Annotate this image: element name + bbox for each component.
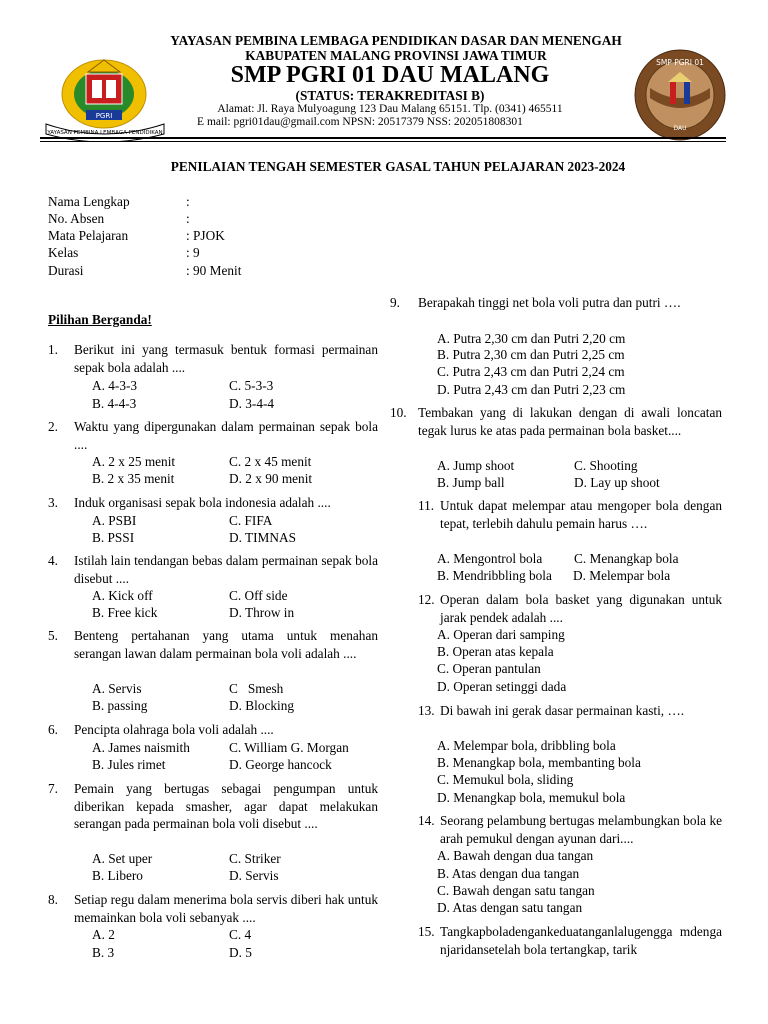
question-5-option-c[interactable]: C Smesh: [229, 681, 284, 696]
question-9-option-d[interactable]: D. Putra 2,43 cm dan Putri 2,23 cm: [437, 382, 626, 397]
regency-name: KABUPATEN MALANG PROVINSI JAWA TIMUR: [245, 48, 547, 63]
question-2-option-d[interactable]: D. 2 x 90 menit: [229, 471, 313, 486]
question-text: Untuk dapat melempar atau mengoper bola dengan tepat, terlebih dahulu pemain harus ….: [440, 498, 722, 531]
question-11-option-a[interactable]: A. Mengontrol bola: [437, 551, 543, 566]
question-text: Tangkapboladengankeduatanganlalugengga mdenganjaridansetelah bola tertangkap, tarik: [440, 924, 722, 957]
question-8-option-c[interactable]: C. 4: [229, 927, 252, 942]
question-number: 2.: [48, 419, 58, 434]
question-number: 14.: [418, 813, 435, 828]
info-label: Kelas: [48, 245, 79, 260]
question-1-option-c[interactable]: C. 5-3-3: [229, 378, 274, 393]
question-text: Berapakah tinggi net bola voli putra dan putri ….: [418, 295, 681, 310]
section-title: Pilihan Berganda!: [48, 312, 152, 327]
question-6-option-c[interactable]: C. William G. Morgan: [229, 740, 349, 755]
question-text: Benteng pertahanan yang utama untuk menahan serangan lawan dalam permainan bola voli adalah ....: [74, 628, 378, 661]
question-4-option-d[interactable]: D. Throw in: [229, 605, 295, 620]
question-12-option-b[interactable]: B. Operan atas kepala: [437, 644, 554, 659]
info-value: : 9: [186, 245, 200, 260]
foundation-name: YAYASAN PEMBINA LEMBAGA PENDIDIKAN DASAR DAN MENENGAH: [170, 33, 622, 48]
question-14-option-b[interactable]: B. Atas dengan dua tangan: [437, 866, 580, 881]
question-5-option-a[interactable]: A. Servis: [92, 681, 142, 696]
question-text: Berikut ini yang termasuk bentuk formasi permainan sepak bola adalah ....: [74, 342, 378, 375]
question-number: 10.: [390, 405, 407, 420]
question-13-option-c[interactable]: C. Memukul bola, sliding: [437, 772, 574, 787]
header-rule-thin: [40, 141, 726, 142]
question-1-option-b[interactable]: B. 4-4-3: [92, 396, 137, 411]
question-text: Seorang pelambung bertugas melambungkan bola ke arah pemukul dengan ayunan dari....: [440, 813, 722, 846]
question-9-option-a[interactable]: A. Putra 2,30 cm dan Putri 2,20 cm: [437, 331, 626, 346]
question-number: 6.: [48, 722, 58, 737]
question-7-option-b[interactable]: B. Libero: [92, 868, 143, 883]
question-9-option-c[interactable]: C. Putra 2,43 cm dan Putri 2,24 cm: [437, 364, 625, 379]
question-6-option-b[interactable]: B. Jules rimet: [92, 757, 166, 772]
question-text: Induk organisasi sepak bola indonesia adalah ....: [74, 495, 331, 510]
info-label: No. Absen: [48, 211, 105, 226]
question-number: 8.: [48, 892, 58, 907]
question-8-option-a[interactable]: A. 2: [92, 927, 115, 942]
question-10-option-b[interactable]: B. Jump ball: [437, 475, 505, 490]
smp-pgri-school-logo: [632, 48, 728, 142]
info-label: Mata Pelajaran: [48, 228, 129, 243]
question-3-option-d[interactable]: D. TIMNAS: [229, 530, 296, 545]
question-number: 1.: [48, 342, 58, 357]
question-text: Di bawah ini gerak dasar permainan kasti, ….: [440, 703, 685, 718]
question-5-option-d[interactable]: D. Blocking: [229, 698, 295, 713]
exam-title: PENILAIAN TENGAH SEMESTER GASAL TAHUN PELAJARAN 2023-2024: [170, 159, 626, 174]
question-6-option-d[interactable]: D. George hancock: [229, 757, 332, 772]
question-text: Pencipta olahraga bola voli adalah ....: [74, 722, 274, 737]
question-number: 11.: [418, 498, 435, 513]
school-name: SMP PGRI 01 DAU MALANG: [230, 62, 550, 88]
question-4-option-b[interactable]: B. Free kick: [92, 605, 158, 620]
info-label: Nama Lengkap: [48, 194, 130, 209]
question-4-option-c[interactable]: C. Off side: [229, 588, 288, 603]
question-number: 5.: [48, 628, 58, 643]
question-14-option-d[interactable]: D. Atas dengan satu tangan: [437, 900, 583, 915]
question-11-option-d[interactable]: D. Melempar bola: [573, 568, 671, 583]
question-14-option-c[interactable]: C. Bawah dengan satu tangan: [437, 883, 595, 898]
question-text: Setiap regu dalam menerima bola servis diberi hak untuk memainkan bola voli sebanyak ....: [74, 892, 378, 925]
question-number: 13.: [418, 703, 435, 718]
left-logo-text: PGRI: [95, 112, 113, 120]
info-value: : 90 Menit: [186, 263, 242, 278]
question-12-option-d[interactable]: D. Operan setinggi dada: [437, 679, 567, 694]
question-4-option-a[interactable]: A. Kick off: [92, 588, 153, 603]
question-10-option-c[interactable]: C. Shooting: [574, 458, 638, 473]
question-14-option-a[interactable]: A. Bawah dengan dua tangan: [437, 848, 594, 863]
question-1-option-d[interactable]: D. 3-4-4: [229, 396, 275, 411]
question-7-option-c[interactable]: C. Striker: [229, 851, 281, 866]
question-10-option-a[interactable]: A. Jump shoot: [437, 458, 515, 473]
pgri-yayasan-logo: [42, 50, 170, 142]
school-contact: E mail: pgri01dau@gmail.com NPSN: 20517379 NSS: 202051808301: [197, 116, 523, 128]
info-value: :: [186, 211, 190, 226]
question-7-option-d[interactable]: D. Servis: [229, 868, 279, 883]
question-12-option-a[interactable]: A. Operan dari samping: [437, 627, 565, 642]
question-text: Operan dalam bola basket yang digunakan untuk jarak pendek adalah ....: [440, 592, 722, 625]
question-text: Waktu yang dipergunakan dalam permainan sepak bola ....: [74, 419, 378, 452]
question-number: 4.: [48, 553, 58, 568]
question-3-option-c[interactable]: C. FIFA: [229, 513, 273, 528]
question-6-option-a[interactable]: A. James naismith: [92, 740, 190, 755]
question-number: 7.: [48, 781, 58, 796]
question-11-option-c[interactable]: C. Menangkap bola: [574, 551, 679, 566]
question-11-option-b[interactable]: B. Mendribbling bola: [437, 568, 552, 583]
question-9-option-b[interactable]: B. Putra 2,30 cm dan Putri 2,25 cm: [437, 347, 625, 362]
question-8-option-d[interactable]: D. 5: [229, 945, 252, 960]
question-text: Pemain yang bertugas sebagai pengumpan untuk diberikan kepada smasher, agar dapat melakukan serangan pada permainan bola voli disebut ....: [74, 781, 378, 831]
question-number: 3.: [48, 495, 58, 510]
question-3-option-a[interactable]: A. PSBI: [92, 513, 137, 528]
question-2-option-b[interactable]: B. 2 x 35 menit: [92, 471, 175, 486]
question-2-option-c[interactable]: C. 2 x 45 menit: [229, 454, 312, 469]
info-value: :: [186, 194, 190, 209]
school-address: Alamat: Jl. Raya Mulyoagung 123 Dau Malang 65151. Tlp. (0341) 465511: [217, 103, 563, 115]
question-number: 15.: [418, 924, 435, 939]
question-13-option-b[interactable]: B. Menangkap bola, membanting bola: [437, 755, 641, 770]
question-10-option-d[interactable]: D. Lay up shoot: [574, 475, 660, 490]
right-logo-text: SMP PGRI 01: [656, 58, 704, 67]
question-8-option-b[interactable]: B. 3: [92, 945, 115, 960]
question-text: Istilah lain tendangan bebas dalam permainan sepak bola disebut ....: [74, 553, 378, 586]
left-logo-banner: YAYASAN PEMBINA LEMBAGA PENDIDIKAN: [47, 130, 163, 136]
question-13-option-d[interactable]: D. Menangkap bola, memukul bola: [437, 790, 626, 805]
question-3-option-b[interactable]: B. PSSI: [92, 530, 135, 545]
question-text: Tembakan yang di lakukan dengan di awali loncatan tegak lurus ke atas pada permainan bola basket....: [418, 405, 722, 438]
question-5-option-b[interactable]: B. passing: [92, 698, 148, 713]
right-logo-sub: DAU: [673, 125, 687, 132]
header-rule-thick: [40, 137, 726, 139]
question-1-option-a[interactable]: A. 4-3-3: [92, 378, 138, 393]
question-number: 9.: [390, 295, 400, 310]
question-2-option-a[interactable]: A. 2 x 25 menit: [92, 454, 176, 469]
info-label: Durasi: [48, 263, 84, 278]
question-12-option-c[interactable]: C. Operan pantulan: [437, 661, 541, 676]
question-number: 12.: [418, 592, 435, 607]
info-value: : PJOK: [186, 228, 225, 243]
school-status: (STATUS: TERAKREDITASI B): [295, 88, 485, 103]
question-13-option-a[interactable]: A. Melempar bola, dribbling bola: [437, 738, 616, 753]
question-7-option-a[interactable]: A. Set uper: [92, 851, 153, 866]
